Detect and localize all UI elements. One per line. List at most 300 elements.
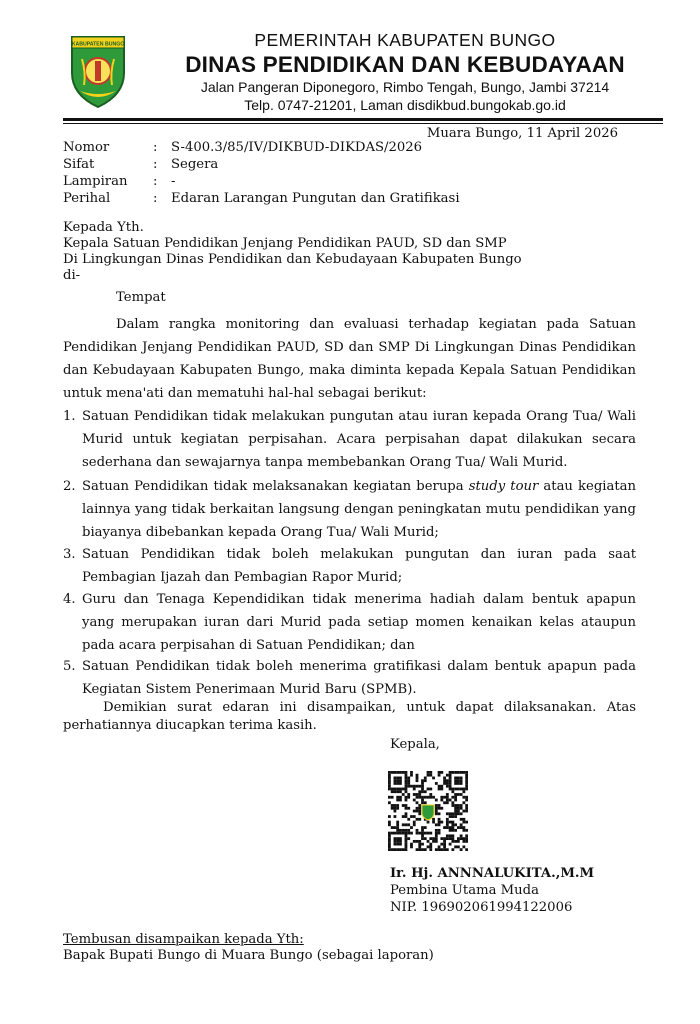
qr-module (429, 848, 432, 851)
qr-module (391, 832, 394, 835)
qr-module (405, 777, 408, 780)
qr-module (454, 788, 457, 791)
qr-module (446, 812, 449, 815)
emblem-caption: KABUPATEN BUNGO (71, 41, 125, 48)
qr-module (388, 779, 391, 782)
qr-module (402, 788, 405, 791)
qr-module (432, 796, 435, 799)
qr-module (410, 785, 413, 788)
meta-colon: : (153, 174, 158, 189)
qr-module (424, 779, 427, 782)
qr-module (446, 837, 449, 840)
qr-module (410, 832, 413, 835)
qr-module (407, 818, 410, 821)
qr-module (421, 834, 424, 837)
list-item-text: Guru dan Tenaga Kependidikan tidak menerima hadiah dalam bentuk apapun yang merupakan iuran dari Murid pada setiap momen kenaikan kelas ataupun pada acara perpisahan di Satuan Pendidikan; dan (82, 592, 636, 653)
qr-module (418, 845, 421, 848)
qr-module (451, 801, 454, 804)
qr-module (416, 801, 419, 804)
qr-module (462, 788, 465, 791)
qr-module (465, 771, 468, 774)
qr-module (399, 771, 402, 774)
qr-module (405, 807, 408, 810)
qr-module (407, 785, 410, 788)
qr-module (443, 779, 446, 782)
qr-module (421, 796, 424, 799)
qr-module (391, 848, 394, 851)
qr-module (399, 840, 402, 843)
list-item-text (82, 475, 636, 544)
qr-module (416, 796, 419, 799)
qr-module (388, 845, 391, 848)
qr-module (388, 771, 391, 774)
qr-module (405, 790, 408, 793)
qr-module (465, 821, 468, 824)
list-item-text-part: Satuan Pendidikan tidak melaksanakan kegiatan berupa (82, 479, 469, 494)
qr-module (394, 815, 397, 818)
qr-module (454, 782, 457, 785)
qr-module (394, 837, 397, 840)
list-item-italic-term: study tour (468, 479, 539, 494)
qr-module (465, 796, 468, 799)
regency-emblem (66, 33, 130, 109)
qr-module (440, 785, 443, 788)
qr-module (451, 837, 454, 840)
qr-module (421, 782, 424, 785)
qr-module (413, 785, 416, 788)
qr-module (394, 840, 397, 843)
qr-module (396, 796, 399, 799)
qr-module (421, 801, 424, 804)
qr-module (418, 843, 421, 846)
qr-module (443, 796, 446, 799)
qr-module (388, 801, 391, 804)
qr-module (405, 774, 408, 777)
qr-module (435, 782, 438, 785)
signatory-name: Ir. Hj. ANNNALUKITA.,M.M (390, 866, 595, 881)
qr-module (410, 843, 413, 846)
recipient-line: Kepala Satuan Pendidikan Jenjang Pendidikan PAUD, SD dan SMP (63, 236, 507, 251)
qr-module (405, 788, 408, 791)
qr-module (435, 799, 438, 802)
qr-module (427, 821, 430, 824)
qr-module (407, 807, 410, 810)
qr-module (424, 826, 427, 829)
qr-module (407, 777, 410, 780)
qr-module (460, 848, 463, 851)
qr-module (435, 823, 438, 826)
qr-module (396, 848, 399, 851)
list-item-number: 2. (63, 479, 76, 494)
qr-module (457, 840, 460, 843)
qr-module (391, 807, 394, 810)
qr-module (465, 777, 468, 780)
qr-module (446, 799, 449, 802)
qr-module (416, 777, 419, 780)
qr-module (446, 821, 449, 824)
list-item-number: 3. (63, 547, 76, 562)
qr-module (421, 837, 424, 840)
qr-module (438, 771, 441, 774)
qr-module (454, 779, 457, 782)
qr-module (451, 834, 454, 837)
qr-module (449, 785, 452, 788)
qr-module (432, 821, 435, 824)
qr-module (462, 790, 465, 793)
qr-module (421, 785, 424, 788)
qr-module (418, 848, 421, 851)
qr-module (413, 840, 416, 843)
qr-module (451, 804, 454, 807)
qr-module (405, 771, 408, 774)
qr-module (424, 801, 427, 804)
qr-module (394, 843, 397, 846)
qr-module (443, 782, 446, 785)
qr-module (443, 801, 446, 804)
qr-module (388, 821, 391, 824)
qr-module (454, 840, 457, 843)
qr-module (402, 829, 405, 832)
qr-module (418, 840, 421, 843)
qr-module (410, 771, 413, 774)
qr-module (399, 829, 402, 832)
qr-module (421, 826, 424, 829)
qr-module (465, 837, 468, 840)
qr-module (396, 829, 399, 832)
qr-module (396, 771, 399, 774)
qr-module (416, 785, 419, 788)
qr-module (418, 796, 421, 799)
list-item-number: 5. (63, 659, 76, 674)
qr-module (457, 845, 460, 848)
qr-module (396, 779, 399, 782)
qr-module (438, 804, 441, 807)
qr-module (427, 774, 430, 777)
recipient-line: Di Lingkungan Dinas Pendidikan dan Kebudayaan Kabupaten Bungo (63, 252, 522, 267)
qr-module (432, 840, 435, 843)
intro-paragraph: Dalam rangka monitoring dan evaluasi terhadap kegiatan pada Satuan Pendidikan Jenjang Pendidikan PAUD, SD dan SMP Di Lingkungan Dinas Pendidikan dan Kebudayaan Kabupaten Bungo, maka diminta kepada Kepala Satuan Pendidikan untuk mena'ati dan mematuhi hal-hal sebagai berikut: (63, 317, 636, 401)
qr-module (399, 782, 402, 785)
qr-module (421, 799, 424, 802)
qr-module (451, 823, 454, 826)
qr-module (465, 848, 468, 851)
qr-module (421, 788, 424, 791)
qr-module (451, 790, 454, 793)
qr-module (394, 771, 397, 774)
qr-module (457, 837, 460, 840)
qr-module (446, 774, 449, 777)
qr-module (388, 823, 391, 826)
qr-module (462, 837, 465, 840)
qr-module (438, 785, 441, 788)
qr-module (462, 840, 465, 843)
qr-module (407, 832, 410, 835)
qr-module (443, 777, 446, 780)
qr-module (413, 799, 416, 802)
qr-module (429, 788, 432, 791)
qr-module (407, 796, 410, 799)
qr-module (416, 829, 419, 832)
qr-module (460, 777, 463, 780)
qr-module (396, 837, 399, 840)
meta-label-subject: Perihal (63, 191, 111, 206)
qr-module (396, 840, 399, 843)
qr-module (440, 848, 443, 851)
qr-module (427, 832, 430, 835)
qr-module (394, 807, 397, 810)
qr-module (446, 779, 449, 782)
qr-module (454, 796, 457, 799)
qr-module (429, 837, 432, 840)
qr-module (418, 785, 421, 788)
qr-module (424, 848, 427, 851)
qr-module (462, 818, 465, 821)
qr-module (396, 777, 399, 780)
qr-module (396, 799, 399, 802)
qr-module (388, 782, 391, 785)
qr-module (407, 779, 410, 782)
qr-module (440, 821, 443, 824)
qr-module (462, 801, 465, 804)
qr-module (449, 774, 452, 777)
list-item-number: 1. (63, 409, 76, 424)
qr-module (416, 807, 419, 810)
qr-module (405, 837, 408, 840)
qr-module (435, 812, 438, 815)
qr-module (421, 790, 424, 793)
qr-module (454, 777, 457, 780)
qr-module (396, 843, 399, 846)
qr-module (440, 771, 443, 774)
qr-module (438, 821, 441, 824)
letterhead-rule-thick (63, 118, 663, 121)
qr-module (446, 796, 449, 799)
qr-module (451, 821, 454, 824)
cc-heading: Tembusan disampaikan kepada Yth: (63, 932, 304, 947)
qr-module (457, 777, 460, 780)
qr-module (462, 771, 465, 774)
qr-module (405, 785, 408, 788)
letterhead-address: Jalan Pangeran Diponegoro, Rimbo Tengah, Bungo, Jambi 37214 (200, 79, 610, 95)
qr-module (460, 818, 463, 821)
qr-module (457, 812, 460, 815)
qr-module (388, 834, 391, 837)
qr-module (446, 801, 449, 804)
qr-module (405, 829, 408, 832)
qr-module (399, 777, 402, 780)
meta-label-number: Nomor (63, 140, 110, 155)
qr-module (462, 826, 465, 829)
qr-module (462, 810, 465, 813)
letterhead-government: PEMERINTAH KABUPATEN BUNGO (254, 30, 556, 50)
qr-module (449, 812, 452, 815)
qr-module (402, 815, 405, 818)
list-item-text: Satuan Pendidikan tidak melakukan pungutan atau iuran kepada Orang Tua/ Wali Murid untuk kegiatan perpisahan. Acara perpisahan dapat dilakukan secara sederhana dan sewajarnya tanpa membebankan Orang Tua/ Wali Murid. (82, 409, 636, 470)
qr-module (410, 845, 413, 848)
qr-module (429, 771, 432, 774)
list-item-number: 4. (63, 592, 76, 607)
qr-module (405, 799, 408, 802)
qr-module (424, 790, 427, 793)
qr-module (435, 848, 438, 851)
qr-module (416, 779, 419, 782)
qr-module (440, 837, 443, 840)
qr-module (418, 832, 421, 835)
qr-module (432, 837, 435, 840)
qr-module (418, 793, 421, 796)
qr-module (424, 837, 427, 840)
qr-module (446, 848, 449, 851)
qr-module (391, 804, 394, 807)
meta-value-nature: Segera (171, 157, 219, 172)
qr-module (427, 771, 430, 774)
qr-module (407, 782, 410, 785)
qr-module (465, 782, 468, 785)
qr-module (449, 821, 452, 824)
qr-module (457, 771, 460, 774)
qr-module (427, 840, 430, 843)
qr-module (416, 840, 419, 843)
qr-module (438, 812, 441, 815)
qr-module (413, 823, 416, 826)
qr-module (416, 810, 419, 813)
list-item (63, 475, 636, 544)
meta-colon: : (153, 157, 158, 172)
qr-module (443, 837, 446, 840)
qr-module (438, 832, 441, 835)
qr-module (465, 779, 468, 782)
qr-module (449, 829, 452, 832)
qr-module (394, 810, 397, 813)
qr-module (413, 788, 416, 791)
qr-module (410, 774, 413, 777)
qr-module (440, 807, 443, 810)
qr-module (454, 845, 457, 848)
qr-module (454, 771, 457, 774)
qr-module (460, 782, 463, 785)
qr-module (465, 840, 468, 843)
qr-module (449, 779, 452, 782)
qr-module (405, 815, 408, 818)
qr-module (449, 771, 452, 774)
qr-module (460, 812, 463, 815)
qr-module (449, 826, 452, 829)
qr-module (462, 821, 465, 824)
qr-module (454, 823, 457, 826)
qr-module (465, 774, 468, 777)
qr-module (457, 788, 460, 791)
qr-module (388, 840, 391, 843)
qr-module (435, 829, 438, 832)
list-item (63, 588, 636, 657)
qr-module (399, 837, 402, 840)
qr-module (405, 840, 408, 843)
qr-module (435, 840, 438, 843)
qr-code-signature (388, 771, 468, 851)
qr-module (432, 777, 435, 780)
qr-module (413, 821, 416, 824)
qr-module (457, 804, 460, 807)
qr-module (435, 832, 438, 835)
meta-colon: : (153, 140, 158, 155)
qr-module (451, 826, 454, 829)
qr-module (457, 807, 460, 810)
qr-module (465, 810, 468, 813)
qr-module (446, 793, 449, 796)
qr-module (440, 799, 443, 802)
qr-module (388, 843, 391, 846)
qr-module (396, 807, 399, 810)
qr-module (438, 823, 441, 826)
qr-module (418, 790, 421, 793)
qr-module (388, 774, 391, 777)
letterhead-agency: DINAS PENDIDIKAN DAN KEBUDAYAAN (185, 52, 625, 77)
qr-module (388, 788, 391, 791)
qr-module (427, 845, 430, 848)
qr-module (391, 790, 394, 793)
meta-value-subject: Edaran Larangan Pungutan dan Gratifikasi (171, 191, 460, 206)
qr-module (394, 804, 397, 807)
qr-module (394, 832, 397, 835)
qr-module (421, 843, 424, 846)
qr-module (388, 815, 391, 818)
qr-module (432, 818, 435, 821)
qr-module (407, 793, 410, 796)
qr-module (413, 793, 416, 796)
qr-module (457, 779, 460, 782)
qr-module (410, 815, 413, 818)
qr-module (465, 834, 468, 837)
qr-module (402, 848, 405, 851)
qr-module (460, 823, 463, 826)
qr-center-emblem-icon (422, 805, 434, 820)
qr-module (394, 790, 397, 793)
qr-module (391, 826, 394, 829)
qr-module (451, 829, 454, 832)
qr-module (399, 796, 402, 799)
qr-module (454, 815, 457, 818)
qr-module (399, 832, 402, 835)
list-item-text: Satuan Pendidikan tidak boleh melakukan pungutan dan iuran pada saat Pembagian Ijazah dan Pembagian Rapor Murid; (82, 547, 636, 585)
qr-module (449, 843, 452, 846)
qr-module (460, 788, 463, 791)
qr-module (405, 782, 408, 785)
letterhead-rule-thin (63, 123, 663, 124)
qr-module (438, 829, 441, 832)
qr-module (457, 826, 460, 829)
qr-module (440, 843, 443, 846)
qr-module (407, 823, 410, 826)
qr-module (446, 782, 449, 785)
qr-module (465, 785, 468, 788)
qr-module (396, 832, 399, 835)
qr-module (405, 845, 408, 848)
signatory-rank: Pembina Utama Muda (390, 883, 539, 898)
qr-module (435, 837, 438, 840)
qr-module (402, 771, 405, 774)
qr-module (465, 799, 468, 802)
qr-module (396, 788, 399, 791)
qr-module (391, 771, 394, 774)
qr-module (394, 788, 397, 791)
qr-module (396, 821, 399, 824)
qr-module (454, 793, 457, 796)
qr-module (405, 804, 408, 807)
qr-module (465, 804, 468, 807)
qr-module (396, 823, 399, 826)
qr-module (405, 812, 408, 815)
qr-module (388, 832, 391, 835)
